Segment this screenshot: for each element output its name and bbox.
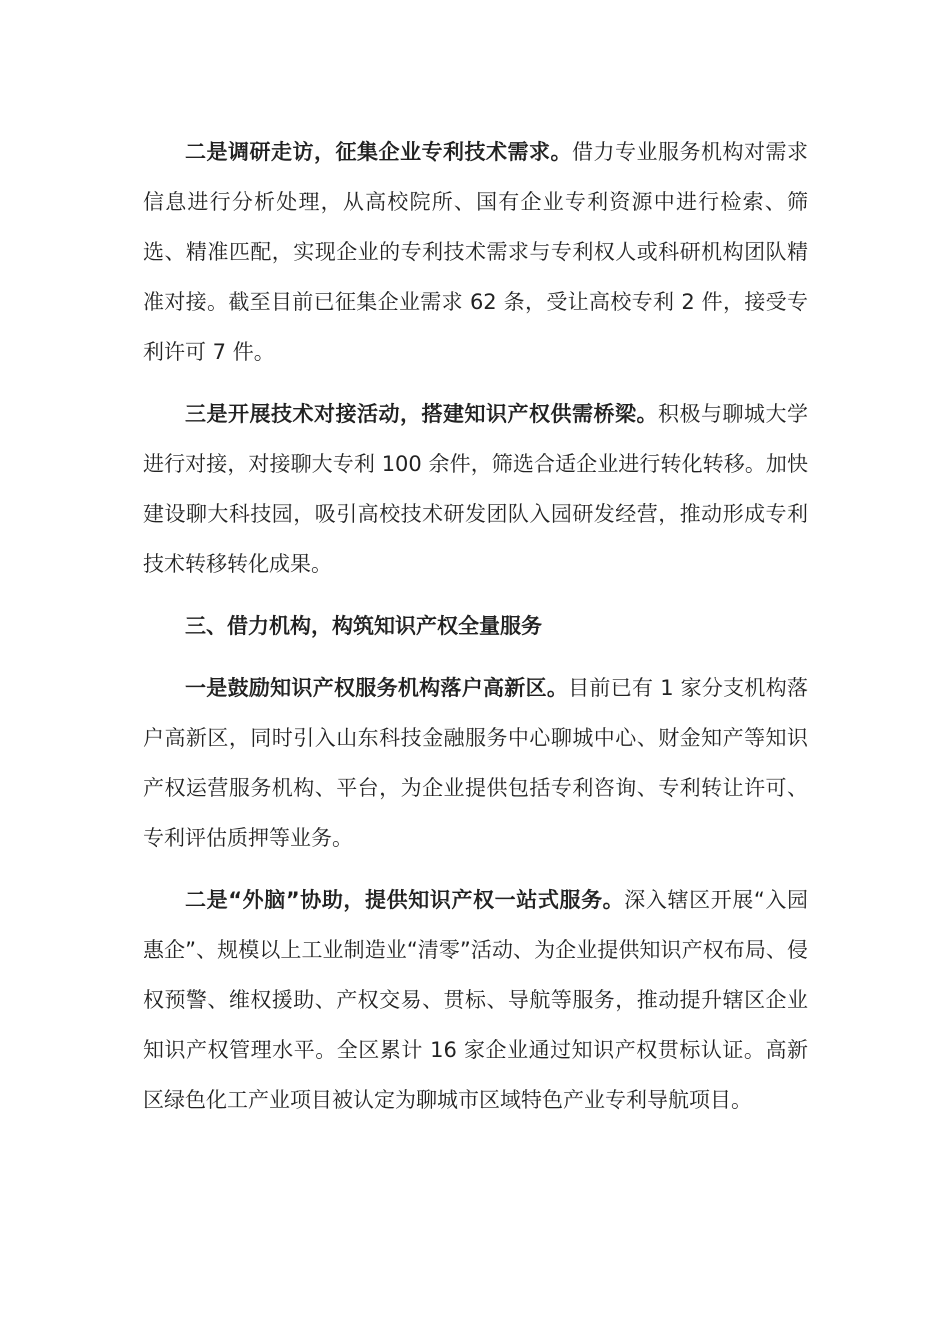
- paragraph-one-stop-service: [143, 875, 808, 1125]
- paragraph-body: 深入辖区开展“入园惠企”、规模以上工业制造业“清零”活动、为企业提供知识产权布局、侵权预警、维权援助、产权交易、贯标、导航等服务，推动提升辖区企业知识产权管理水平。全区累计 16 家企业通过知识产权贯标认证。高新区绿色化工产业项目被认定为聊城市区域特色产业专利导航项目。: [143, 888, 808, 1112]
- paragraph-body: 积极与聊城大学进行对接，对接聊大专利 100 余件，筛选合适企业进行转化转移。加快建设聊大科技园，吸引高校技术研发团队入园研发经营，推动形成专利技术转移转化成果。: [143, 402, 808, 576]
- section-heading: 三、借力机构，构筑知识产权全量服务: [185, 614, 542, 638]
- document-page: [143, 127, 808, 1125]
- paragraph-lead: 二是调研走访，征集企业专利技术需求。: [185, 140, 572, 164]
- paragraph-tech-matching: [143, 389, 808, 589]
- paragraph-body: 目前已有 1 家分支机构落户高新区，同时引入山东科技金融服务中心聊城中心、财金知产等知识产权运营服务机构、平台，为企业提供包括专利咨询、专利转让许可、专利评估质押等业务。: [143, 676, 808, 850]
- paragraph-lead: 一是鼓励知识产权服务机构落户高新区。: [185, 676, 569, 700]
- paragraph-lead: 三是开展技术对接活动，搭建知识产权供需桥梁。: [185, 402, 658, 426]
- paragraph-body: 借力专业服务机构对需求信息进行分析处理，从高校院所、国有企业专利资源中进行检索、筛选、精准匹配，实现企业的专利技术需求与专利权人或科研机构团队精准对接。截至目前已征集企业需求 62 条，受让高校专利 2 件，接受专利许可 7 件。: [143, 140, 808, 364]
- paragraph-research-visits: [143, 127, 808, 377]
- paragraph-lead: 二是“外脑”协助，提供知识产权一站式服务。: [185, 888, 625, 912]
- paragraph-service-agencies: [143, 663, 808, 863]
